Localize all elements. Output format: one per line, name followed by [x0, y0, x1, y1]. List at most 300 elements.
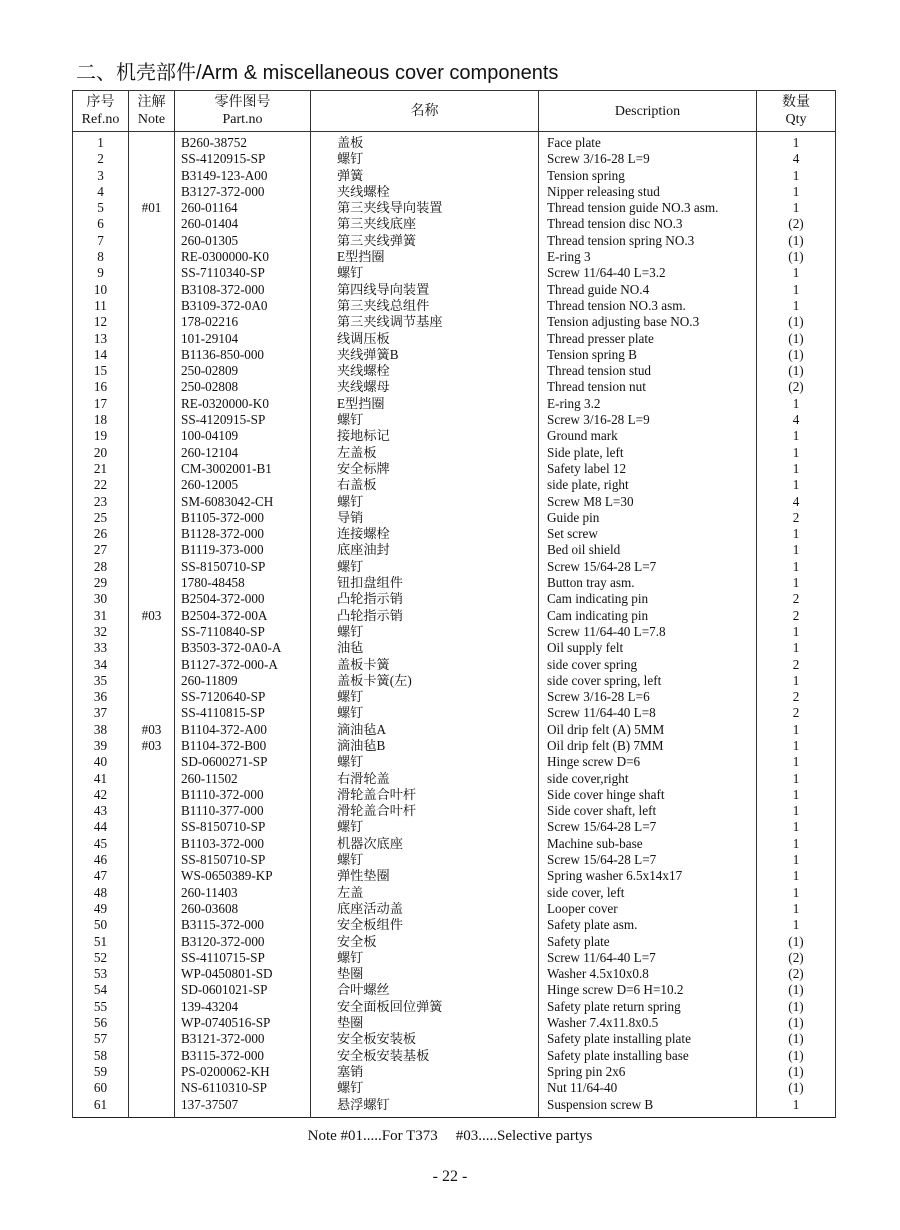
table-row: [73, 168, 836, 184]
table-row: [73, 885, 836, 901]
ref-cell: 33: [73, 640, 129, 656]
ref-cell: 38: [73, 722, 129, 738]
qty-cell: 1: [757, 396, 836, 412]
table-row: [73, 1015, 836, 1031]
part-no-cell: 260-11809: [175, 673, 311, 689]
ref-cell: 20: [73, 445, 129, 461]
note-cell: [129, 966, 175, 982]
name-cn-cell: 油毡: [311, 640, 539, 656]
description-cell: Screw 15/64-28 L=7: [539, 559, 757, 575]
footnote: [0, 1128, 900, 1145]
part-no-cell: 1780-48458: [175, 575, 311, 591]
name-cn-cell: 机器次底座: [311, 836, 539, 852]
note-cell: [129, 249, 175, 265]
description-cell: Spring pin 2x6: [539, 1064, 757, 1080]
header-part: [175, 91, 311, 132]
table-row: [73, 917, 836, 933]
table-row: [73, 591, 836, 607]
note-cell: [129, 494, 175, 510]
description-cell: Spring washer 6.5x14x17: [539, 868, 757, 884]
ref-cell: 25: [73, 510, 129, 526]
note-cell: [129, 982, 175, 998]
table-row: [73, 1048, 836, 1064]
parts-table-body: [73, 132, 836, 1118]
ref-cell: 22: [73, 477, 129, 493]
ref-cell: 3: [73, 168, 129, 184]
qty-cell: (2): [757, 379, 836, 395]
ref-cell: 61: [73, 1097, 129, 1118]
header-part-en: Part.no: [222, 112, 263, 127]
part-no-cell: WS-0650389-KP: [175, 868, 311, 884]
ref-cell: 39: [73, 738, 129, 754]
ref-cell: 45: [73, 836, 129, 852]
description-cell: side cover spring, left: [539, 673, 757, 689]
ref-cell: 23: [73, 494, 129, 510]
ref-cell: 19: [73, 428, 129, 444]
part-no-cell: B3149-123-A00: [175, 168, 311, 184]
ref-cell: 11: [73, 298, 129, 314]
table-row: [73, 331, 836, 347]
description-cell: Cam indicating pin: [539, 608, 757, 624]
qty-cell: 1: [757, 298, 836, 314]
note-cell: [129, 445, 175, 461]
description-cell: Tension adjusting base NO.3: [539, 314, 757, 330]
note-cell: [129, 640, 175, 656]
description-cell: Oil drip felt (B) 7MM: [539, 738, 757, 754]
part-no-cell: B1110-377-000: [175, 803, 311, 819]
qty-cell: 2: [757, 608, 836, 624]
description-cell: Thread tension NO.3 asm.: [539, 298, 757, 314]
part-no-cell: B3109-372-0A0: [175, 298, 311, 314]
header-ref: [73, 91, 129, 132]
note-cell: [129, 542, 175, 558]
table-row: [73, 934, 836, 950]
description-cell: E-ring 3: [539, 249, 757, 265]
description-cell: Safety plate: [539, 934, 757, 950]
table-row: [73, 363, 836, 379]
part-no-cell: SS-7110840-SP: [175, 624, 311, 640]
part-no-cell: 260-01305: [175, 233, 311, 249]
qty-cell: 1: [757, 722, 836, 738]
table-row: [73, 836, 836, 852]
part-no-cell: RE-0320000-K0: [175, 396, 311, 412]
description-cell: Button tray asm.: [539, 575, 757, 591]
table-row: [73, 950, 836, 966]
qty-cell: (1): [757, 347, 836, 363]
note-cell: [129, 216, 175, 232]
name-cn-cell: 螺钉: [311, 852, 539, 868]
note-cell: [129, 1031, 175, 1047]
note-cell: [129, 282, 175, 298]
name-cn-cell: 导销: [311, 510, 539, 526]
qty-cell: 1: [757, 885, 836, 901]
part-no-cell: SS-4110715-SP: [175, 950, 311, 966]
note-cell: [129, 298, 175, 314]
part-no-cell: B3120-372-000: [175, 934, 311, 950]
ref-cell: 12: [73, 314, 129, 330]
table-row: [73, 542, 836, 558]
ref-cell: 50: [73, 917, 129, 933]
ref-cell: 14: [73, 347, 129, 363]
note-cell: [129, 428, 175, 444]
part-no-cell: 260-01404: [175, 216, 311, 232]
description-cell: Bed oil shield: [539, 542, 757, 558]
description-cell: Thread tension spring NO.3: [539, 233, 757, 249]
table-row: [73, 673, 836, 689]
description-cell: Thread guide NO.4: [539, 282, 757, 298]
table-row: [73, 657, 836, 673]
name-cn-cell: 安全板安装板: [311, 1031, 539, 1047]
part-no-cell: B1110-372-000: [175, 787, 311, 803]
note-cell: [129, 917, 175, 933]
note-cell: [129, 314, 175, 330]
note-cell: [129, 934, 175, 950]
ref-cell: 13: [73, 331, 129, 347]
ref-cell: 30: [73, 591, 129, 607]
part-no-cell: B1119-373-000: [175, 542, 311, 558]
qty-cell: (1): [757, 1031, 836, 1047]
table-header-row: [73, 91, 836, 132]
qty-cell: (1): [757, 1048, 836, 1064]
qty-cell: (1): [757, 1080, 836, 1096]
qty-cell: 1: [757, 542, 836, 558]
part-no-cell: B3127-372-000: [175, 184, 311, 200]
ref-cell: 5: [73, 200, 129, 216]
description-cell: Nipper releasing stud: [539, 184, 757, 200]
name-cn-cell: 安全面板回位弹簧: [311, 999, 539, 1015]
note-cell: [129, 1080, 175, 1096]
description-cell: side cover, left: [539, 885, 757, 901]
note-cell: [129, 1064, 175, 1080]
description-cell: side plate, right: [539, 477, 757, 493]
note-cell: [129, 787, 175, 803]
table-row: [73, 265, 836, 281]
note-cell: [129, 689, 175, 705]
description-cell: Hinge screw D=6: [539, 754, 757, 770]
name-cn-cell: 滴油毡A: [311, 722, 539, 738]
part-no-cell: CM-3002001-B1: [175, 461, 311, 477]
note-cell: [129, 868, 175, 884]
qty-cell: 1: [757, 428, 836, 444]
description-cell: Ground mark: [539, 428, 757, 444]
table-row: [73, 494, 836, 510]
table-row: [73, 608, 836, 624]
part-no-cell: B3121-372-000: [175, 1031, 311, 1047]
table-row: [73, 754, 836, 770]
qty-cell: 1: [757, 852, 836, 868]
name-cn-cell: 弹性垫圈: [311, 868, 539, 884]
ref-cell: 53: [73, 966, 129, 982]
note-cell: [129, 412, 175, 428]
ref-cell: 54: [73, 982, 129, 998]
description-cell: Screw 11/64-40 L=7: [539, 950, 757, 966]
ref-cell: 10: [73, 282, 129, 298]
ref-cell: 44: [73, 819, 129, 835]
name-cn-cell: 第三夹线总组件: [311, 298, 539, 314]
name-cn-cell: 第三夹线底座: [311, 216, 539, 232]
ref-cell: 16: [73, 379, 129, 395]
note-cell: #03: [129, 738, 175, 754]
table-row: [73, 803, 836, 819]
note-cell: [129, 885, 175, 901]
qty-cell: 1: [757, 526, 836, 542]
name-cn-cell: 滑轮盖合叶杆: [311, 787, 539, 803]
description-cell: Safety plate asm.: [539, 917, 757, 933]
ref-cell: 1: [73, 132, 129, 152]
name-cn-cell: 螺钉: [311, 624, 539, 640]
qty-cell: 1: [757, 1097, 836, 1118]
qty-cell: 1: [757, 803, 836, 819]
description-cell: Screw M8 L=30: [539, 494, 757, 510]
ref-cell: 36: [73, 689, 129, 705]
note-cell: [129, 1097, 175, 1118]
note-cell: [129, 477, 175, 493]
table-row: [73, 819, 836, 835]
name-cn-cell: 夹线螺栓: [311, 184, 539, 200]
header-name: [311, 91, 539, 132]
ref-cell: 7: [73, 233, 129, 249]
part-no-cell: SS-8150710-SP: [175, 559, 311, 575]
qty-cell: (1): [757, 331, 836, 347]
table-row: [73, 640, 836, 656]
name-cn-cell: 线调压板: [311, 331, 539, 347]
table-row: [73, 901, 836, 917]
note-cell: [129, 1048, 175, 1064]
ref-cell: 37: [73, 705, 129, 721]
note-cell: [129, 819, 175, 835]
ref-cell: 32: [73, 624, 129, 640]
description-cell: Screw 3/16-28 L=9: [539, 151, 757, 167]
note-cell: [129, 591, 175, 607]
qty-cell: 1: [757, 836, 836, 852]
description-cell: Screw 11/64-40 L=7.8: [539, 624, 757, 640]
page-number: - 22 -: [432, 1168, 468, 1185]
note-cell: [129, 1015, 175, 1031]
name-cn-cell: 螺钉: [311, 151, 539, 167]
part-no-cell: B1127-372-000-A: [175, 657, 311, 673]
ref-cell: 28: [73, 559, 129, 575]
qty-cell: 1: [757, 200, 836, 216]
note-cell: [129, 657, 175, 673]
ref-cell: 46: [73, 852, 129, 868]
name-cn-cell: 螺钉: [311, 754, 539, 770]
description-cell: Screw 15/64-28 L=7: [539, 852, 757, 868]
ref-cell: 35: [73, 673, 129, 689]
table-row: [73, 526, 836, 542]
qty-cell: 1: [757, 754, 836, 770]
description-cell: Oil supply felt: [539, 640, 757, 656]
table-row: [73, 787, 836, 803]
name-cn-cell: 螺钉: [311, 705, 539, 721]
qty-cell: 1: [757, 787, 836, 803]
table-row: [73, 396, 836, 412]
table-row: [73, 1064, 836, 1080]
qty-cell: (2): [757, 216, 836, 232]
ref-cell: 34: [73, 657, 129, 673]
part-no-cell: 139-43204: [175, 999, 311, 1015]
note-cell: [129, 624, 175, 640]
qty-cell: (1): [757, 233, 836, 249]
part-no-cell: B3503-372-0A0-A: [175, 640, 311, 656]
table-row: [73, 868, 836, 884]
part-no-cell: SD-0600271-SP: [175, 754, 311, 770]
qty-cell: 1: [757, 640, 836, 656]
qty-cell: 1: [757, 559, 836, 575]
ref-cell: 55: [73, 999, 129, 1015]
ref-cell: 4: [73, 184, 129, 200]
note-cell: [129, 510, 175, 526]
table-row: [73, 412, 836, 428]
table-row: [73, 249, 836, 265]
description-cell: Washer 7.4x11.8x0.5: [539, 1015, 757, 1031]
note-cell: [129, 754, 175, 770]
description-cell: Side cover shaft, left: [539, 803, 757, 819]
description-cell: Cam indicating pin: [539, 591, 757, 607]
ref-cell: 15: [73, 363, 129, 379]
ref-cell: 9: [73, 265, 129, 281]
ref-cell: 6: [73, 216, 129, 232]
header-desc-en: Description: [614, 103, 681, 119]
description-cell: Safety plate installing base: [539, 1048, 757, 1064]
part-no-cell: 137-37507: [175, 1097, 311, 1118]
name-cn-cell: 凸轮指示销: [311, 608, 539, 624]
part-no-cell: 250-02809: [175, 363, 311, 379]
description-cell: Washer 4.5x10x0.8: [539, 966, 757, 982]
part-no-cell: B260-38752: [175, 132, 311, 152]
note-cell: [129, 233, 175, 249]
table-row: [73, 461, 836, 477]
ref-cell: 58: [73, 1048, 129, 1064]
name-cn-cell: E型挡圈: [311, 249, 539, 265]
part-no-cell: 260-12104: [175, 445, 311, 461]
table-row: [73, 282, 836, 298]
ref-cell: 47: [73, 868, 129, 884]
header-name-cn: 名称: [410, 103, 439, 119]
name-cn-cell: 安全板: [311, 934, 539, 950]
description-cell: Screw 15/64-28 L=7: [539, 819, 757, 835]
part-no-cell: 260-12005: [175, 477, 311, 493]
name-cn-cell: 滴油毡B: [311, 738, 539, 754]
ref-cell: 27: [73, 542, 129, 558]
ref-cell: 43: [73, 803, 129, 819]
ref-cell: 21: [73, 461, 129, 477]
qty-cell: 1: [757, 917, 836, 933]
description-cell: Screw 3/16-28 L=9: [539, 412, 757, 428]
description-cell: Guide pin: [539, 510, 757, 526]
description-cell: Suspension screw B: [539, 1097, 757, 1118]
header-qty-cn: 数量: [782, 95, 810, 110]
table-row: [73, 184, 836, 200]
description-cell: Side cover hinge shaft: [539, 787, 757, 803]
ref-cell: 57: [73, 1031, 129, 1047]
part-no-cell: B3115-372-000: [175, 917, 311, 933]
part-no-cell: SS-4110815-SP: [175, 705, 311, 721]
qty-cell: 1: [757, 624, 836, 640]
qty-cell: 1: [757, 771, 836, 787]
note-cell: [129, 999, 175, 1015]
ref-cell: 51: [73, 934, 129, 950]
note-cell: [129, 132, 175, 152]
part-no-cell: NS-6110310-SP: [175, 1080, 311, 1096]
note-cell: [129, 396, 175, 412]
note-cell: [129, 705, 175, 721]
description-cell: Nut 11/64-40: [539, 1080, 757, 1096]
name-cn-cell: 夹线弹簧B: [311, 347, 539, 363]
note-cell: [129, 363, 175, 379]
header-note-en: Note: [137, 112, 166, 127]
name-cn-cell: 凸轮指示销: [311, 591, 539, 607]
table-row: [73, 722, 836, 738]
description-cell: Tension spring B: [539, 347, 757, 363]
table-row: [73, 852, 836, 868]
description-cell: Screw 3/16-28 L=6: [539, 689, 757, 705]
note-cell: [129, 559, 175, 575]
description-cell: side cover,right: [539, 771, 757, 787]
ref-cell: 40: [73, 754, 129, 770]
note-cell: [129, 673, 175, 689]
ref-cell: 41: [73, 771, 129, 787]
name-cn-cell: 右滑轮盖: [311, 771, 539, 787]
qty-cell: 2: [757, 591, 836, 607]
qty-cell: (1): [757, 1064, 836, 1080]
name-cn-cell: 螺钉: [311, 494, 539, 510]
name-cn-cell: 盖板: [311, 132, 539, 152]
description-cell: Set screw: [539, 526, 757, 542]
part-no-cell: 260-03608: [175, 901, 311, 917]
qty-cell: (1): [757, 1015, 836, 1031]
footnote-note03: #03.....Selective partys: [455, 1128, 593, 1144]
name-cn-cell: 第四线导向装置: [311, 282, 539, 298]
name-cn-cell: 盖板卡簧(左): [311, 673, 539, 689]
qty-cell: 1: [757, 265, 836, 281]
table-row: [73, 1080, 836, 1096]
table-row: [73, 575, 836, 591]
ref-cell: 48: [73, 885, 129, 901]
table-row: [73, 216, 836, 232]
qty-cell: 1: [757, 132, 836, 152]
name-cn-cell: 安全板安装基板: [311, 1048, 539, 1064]
name-cn-cell: 第三夹线导向装置: [311, 200, 539, 216]
description-cell: Machine sub-base: [539, 836, 757, 852]
ref-cell: 18: [73, 412, 129, 428]
part-no-cell: WP-0450801-SD: [175, 966, 311, 982]
part-no-cell: B2504-372-000: [175, 591, 311, 607]
name-cn-cell: 螺钉: [311, 819, 539, 835]
table-row: [73, 624, 836, 640]
qty-cell: 2: [757, 657, 836, 673]
table-row: [73, 314, 836, 330]
description-cell: Thread tension disc NO.3: [539, 216, 757, 232]
page-title: 二、机壳部件/Arm & miscellaneous cover components: [76, 62, 559, 84]
part-no-cell: 250-02808: [175, 379, 311, 395]
qty-cell: (1): [757, 934, 836, 950]
name-cn-cell: 螺钉: [311, 950, 539, 966]
header-ref-en: Ref.no: [81, 112, 120, 127]
table-row: [73, 705, 836, 721]
ref-cell: 17: [73, 396, 129, 412]
name-cn-cell: 螺钉: [311, 412, 539, 428]
note-cell: [129, 379, 175, 395]
table-row: [73, 151, 836, 167]
name-cn-cell: 悬浮螺钉: [311, 1097, 539, 1118]
table-row: [73, 132, 836, 152]
name-cn-cell: 螺钉: [311, 265, 539, 281]
part-no-cell: 260-11403: [175, 885, 311, 901]
qty-cell: 1: [757, 819, 836, 835]
qty-cell: 1: [757, 901, 836, 917]
qty-cell: (1): [757, 249, 836, 265]
note-cell: [129, 184, 175, 200]
